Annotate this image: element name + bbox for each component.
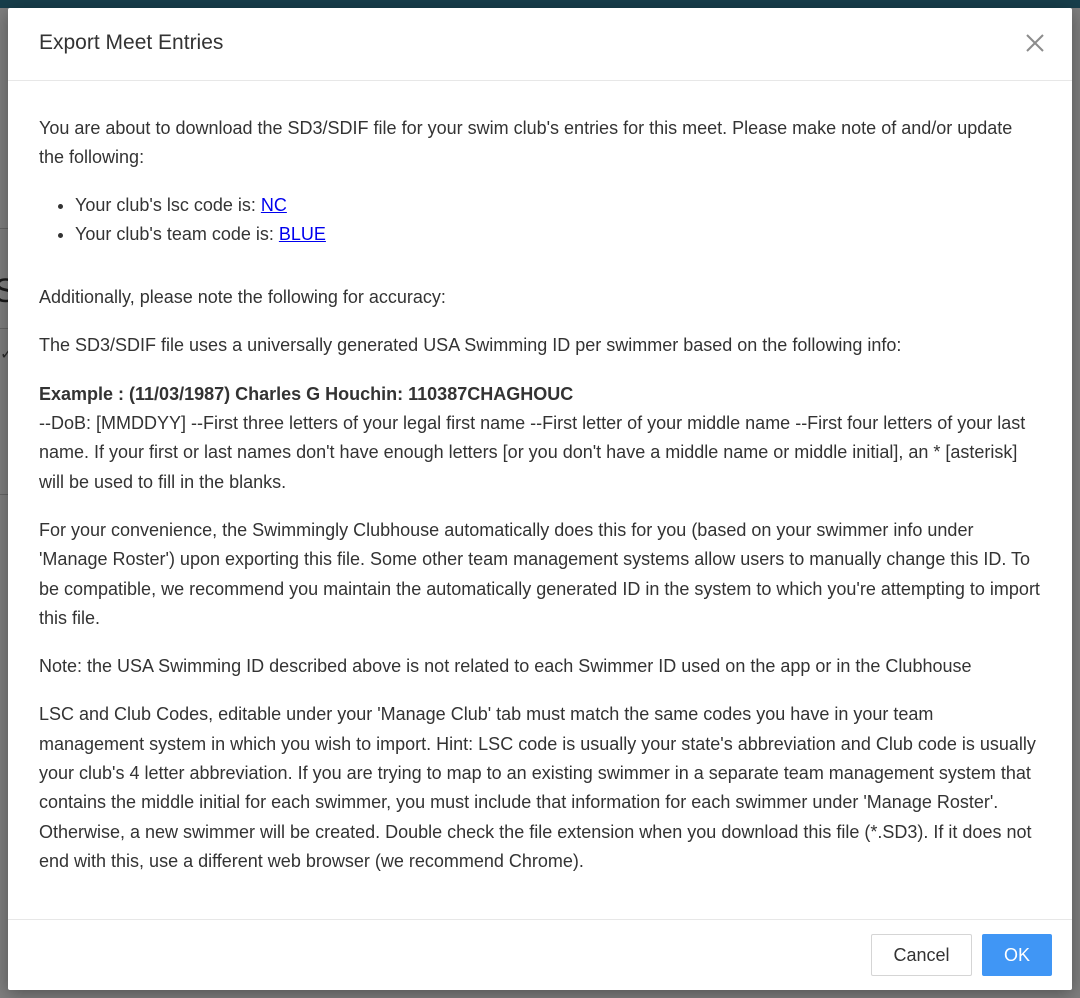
club-codes-list: [39, 191, 1042, 250]
example-detail: --DoB: [MMDDYY] --First three letters of your legal first name --First letter of your middle name --First four letters of your last name. If your first or last names don't have enough letters [or you don't have a middle name or middle initial], an * [asterisk] will be used to fill in the blanks.: [39, 413, 1026, 492]
example-title: Example : (11/03/1987) Charles G Houchin: 110387CHAGHOUC: [39, 383, 574, 404]
modal-title: Export Meet Entries: [39, 31, 224, 54]
cancel-button[interactable]: Cancel: [871, 934, 972, 976]
intro-text: You are about to download the SD3/SDIF file for your swim club's entries for this meet. Please make note of and/or update the following:: [39, 118, 1013, 168]
modal-body: [39, 81, 1042, 876]
team-code-link[interactable]: BLUE: [278, 223, 326, 244]
close-icon-glyph: [1022, 30, 1048, 56]
lsc-code-item: [75, 191, 1042, 220]
example-block: [39, 380, 1042, 497]
additional-note: Additionally, please note the following for accuracy:: [39, 287, 446, 308]
id-info-text: The SD3/SDIF file uses a universally generated USA Swimming ID per swimmer based on the following info:: [39, 335, 902, 356]
modal-footer: [8, 919, 1072, 990]
close-icon[interactable]: [1022, 30, 1048, 56]
ok-button[interactable]: OK: [982, 934, 1052, 976]
team-code-item: [75, 220, 1042, 249]
convenience-text: For your convenience, the Swimmingly Clubhouse automatically does this for you (based on your swimmer info under 'Manage Roster') upon exporting this file. Some other team management systems allow users to manually change this ID. To be compatible, we recommend you maintain the automatically generated ID in the system to which you're attempting to import this file.: [39, 519, 1040, 628]
export-meet-entries-modal: [8, 8, 1072, 990]
team-code-label: Your club's team code is:: [75, 223, 279, 244]
modal-header: [8, 8, 1072, 81]
swimmer-id-note: Note: the USA Swimming ID described above is not related to each Swimmer ID used on the app or in the Clubhouse: [39, 656, 972, 677]
lsc-club-codes-text: LSC and Club Codes, editable under your 'Manage Club' tab must match the same codes you have in your team management system in which you wish to import. Hint: LSC code is usually your state's abbreviation and Club code is usually your club's 4 letter abbreviation. If you are trying to map to an existing swimmer in a separate team management system that contains the middle initial for each swimmer, you must include that information for each swimmer under 'Manage Roster'. Otherwise, a new swimmer will be created. Double check the file extension when you download this file (*.SD3). If it does not end with this, use a different web browser (we recommend Chrome).: [39, 704, 1036, 871]
lsc-code-label: Your club's lsc code is:: [75, 194, 261, 215]
lsc-code-link[interactable]: NC: [260, 194, 287, 215]
